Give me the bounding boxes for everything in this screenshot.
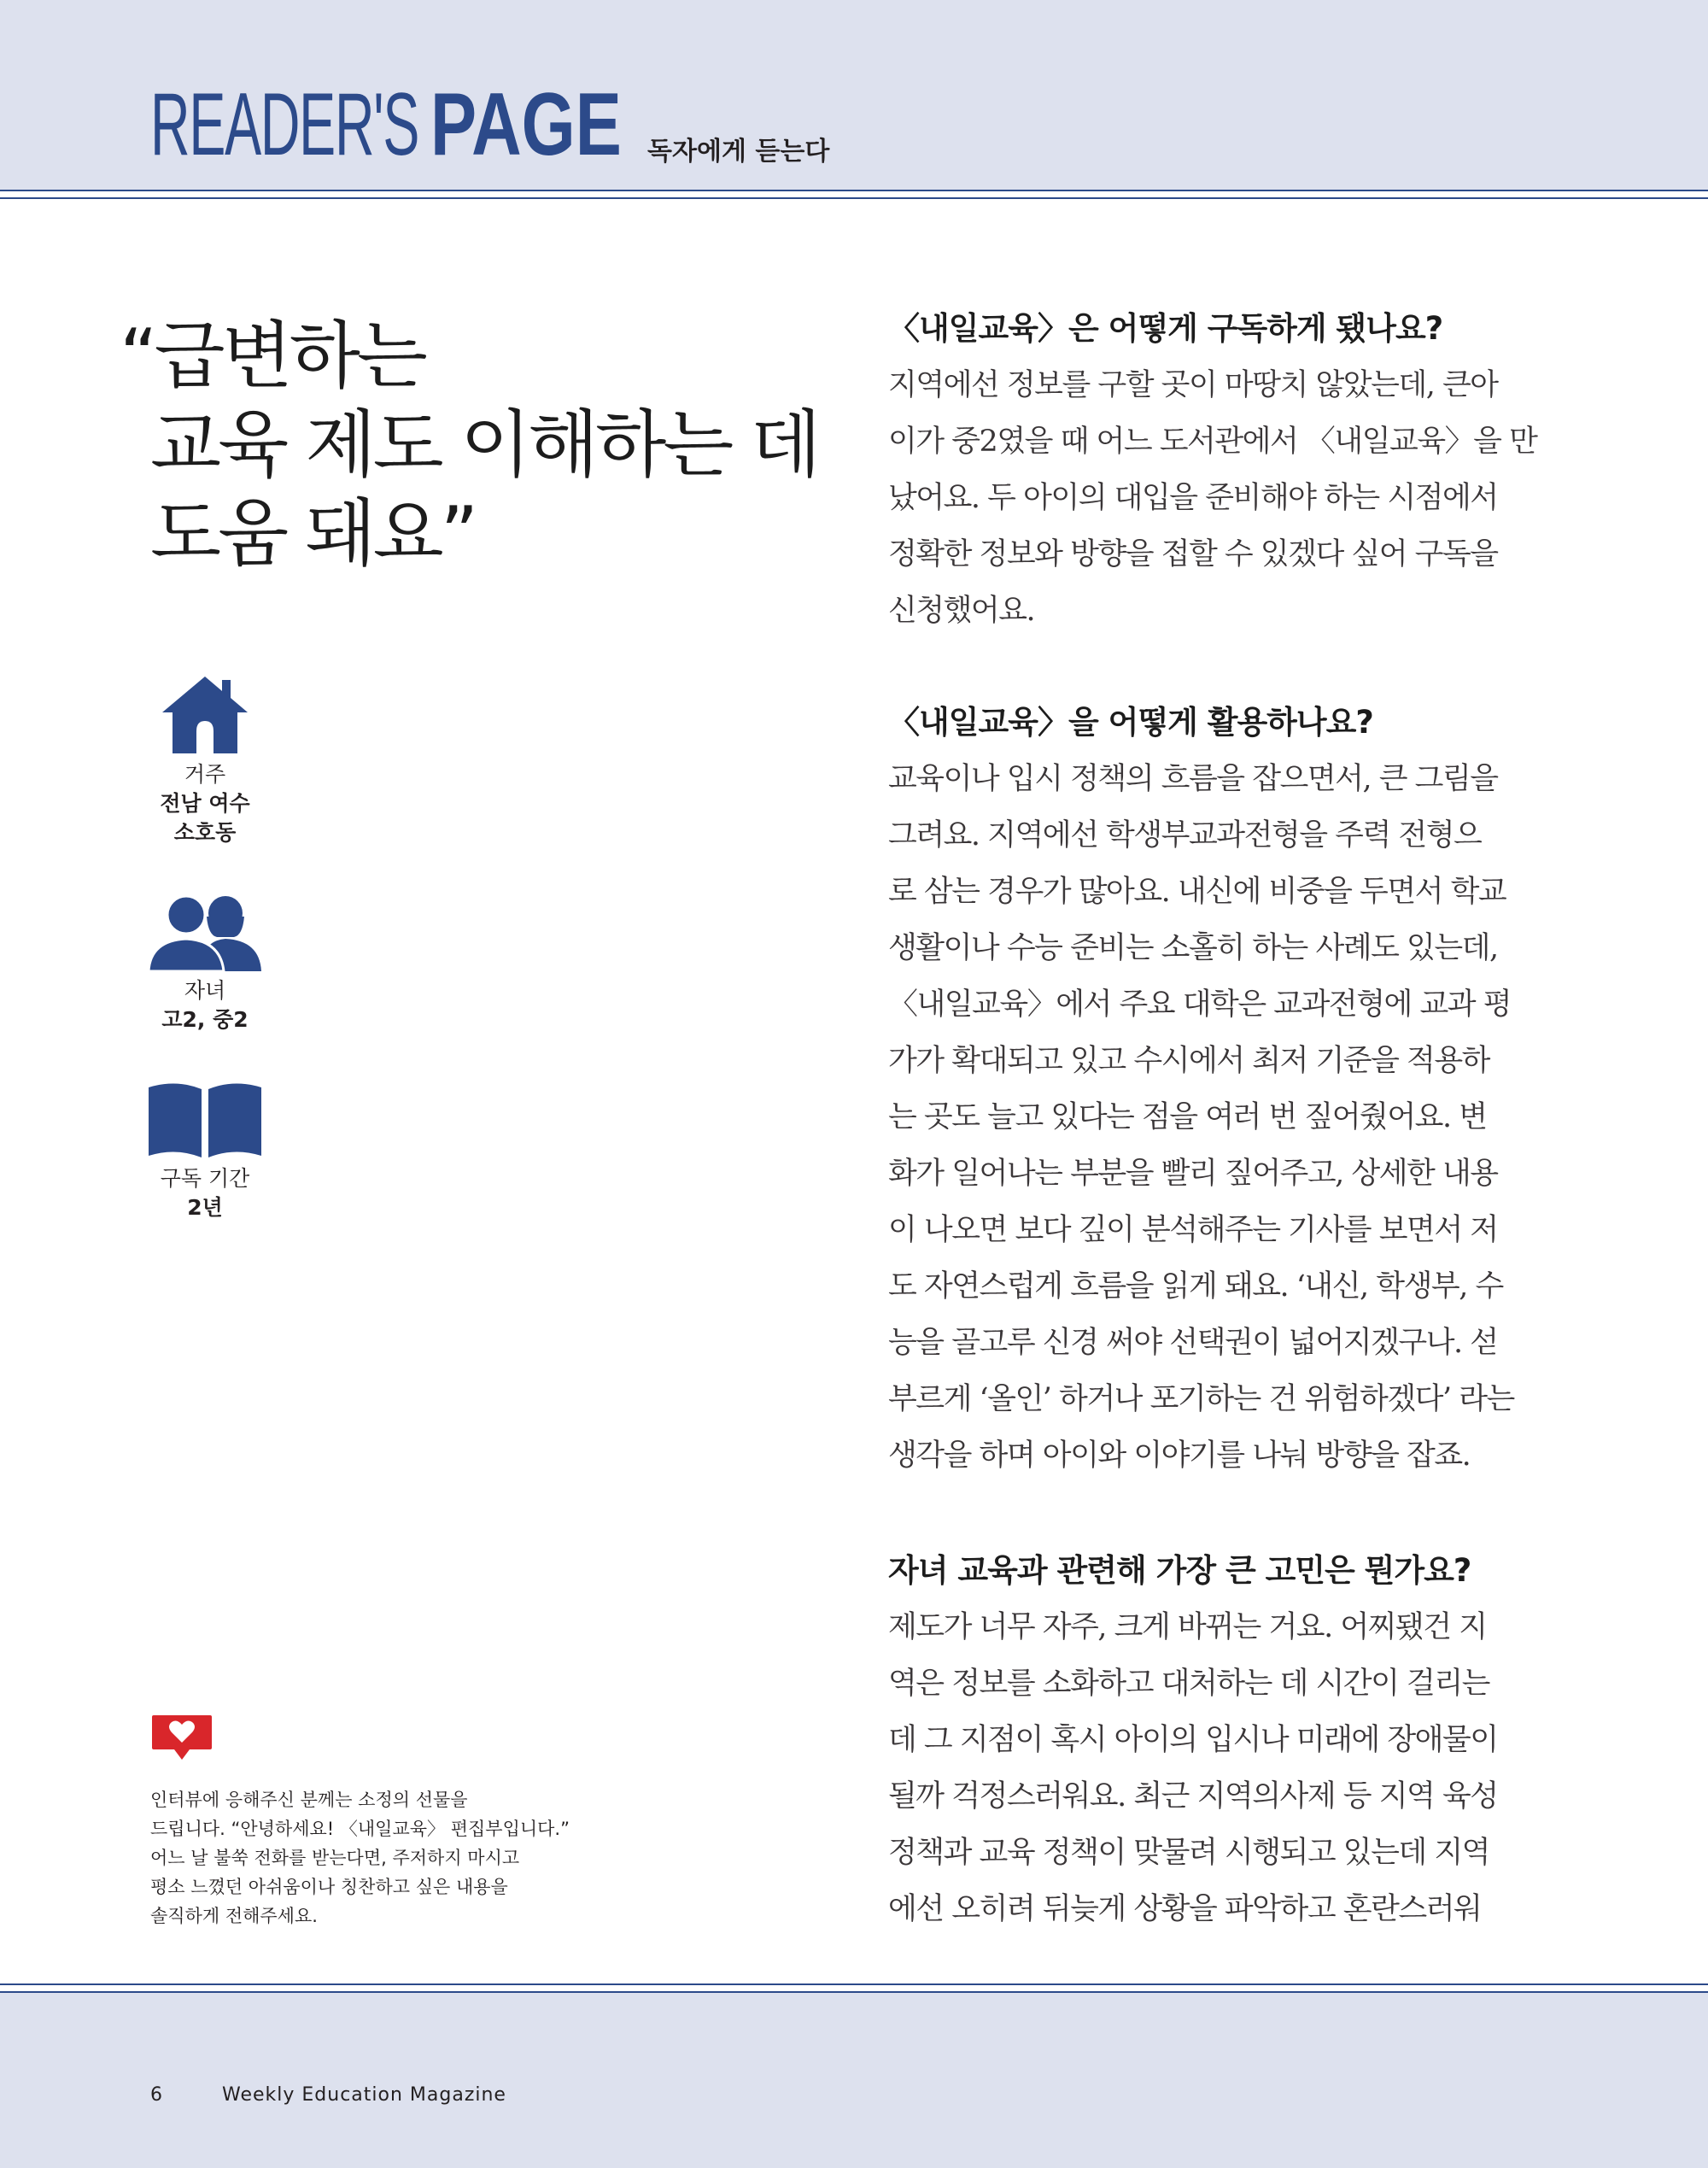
answer-line: 에선 오히려 뒤늦게 상황을 파악하고 혼란스러워 (888, 1892, 1482, 1926)
brand-logo (150, 75, 622, 174)
answer-line: 신청했어요. (888, 594, 1035, 628)
answer-line: 생각을 하며 아이와 이야기를 나눠 방향을 잡죠. (888, 1438, 1471, 1473)
page-number: 6 (150, 2084, 162, 2106)
profile-label: 거주 (184, 762, 226, 787)
interview-note (150, 1785, 594, 1931)
section-subtitle: 독자에게 듣는다 (647, 137, 830, 167)
brand-reader: READER'S (150, 75, 419, 174)
headline (120, 312, 863, 578)
profile-label: 구독 기간 (160, 1166, 250, 1191)
brand-page: PAGE (430, 75, 622, 174)
note-line: 어느 날 불쑥 전화를 받는다면, 주저하지 마시고 (150, 1848, 520, 1868)
answer-line: 정책과 교육 정책이 맞물려 시행되고 있는데 지역 (888, 1836, 1489, 1870)
answer-line: 능을 골고루 신경 써야 선택권이 넓어지겠구나. 섣 (888, 1326, 1498, 1360)
heart-speech-icon (150, 1714, 214, 1761)
question: 〈내일교육〉을 어떻게 활용하나요? (888, 704, 1373, 741)
answer-line: 가가 확대되고 있고 수시에서 최저 기준을 적용하 (888, 1044, 1489, 1078)
answer-line: 났어요. 두 아이의 대입을 준비해야 하는 시점에서 (888, 481, 1498, 515)
answer (888, 1599, 1537, 1937)
note-line: 평소 느꼈던 아쉬움이나 칭찬하고 싶은 내용을 (150, 1877, 508, 1897)
answer-line: 제도가 너무 자주, 크게 바뀌는 거요. 어찌됐건 지 (888, 1610, 1487, 1644)
people-icon (147, 893, 263, 971)
answer-line: 도 자연스럽게 흐름을 읽게 돼요. ‘내신, 학생부, 수 (888, 1269, 1503, 1304)
headline-line: 교육 제도 이해하는 데 (150, 402, 818, 488)
header-rule (0, 190, 1708, 191)
qa-block-3 (888, 1543, 1537, 1937)
footer-rule-2 (0, 1991, 1708, 1993)
answer-line: 생활이나 수능 준비는 소홀히 하는 사례도 있는데, (888, 931, 1498, 965)
answer (888, 357, 1537, 639)
note-line: 솔직하게 전해주세요. (150, 1906, 318, 1926)
profile-residence (137, 675, 273, 847)
footer-rule (0, 1983, 1708, 1985)
headline-line: 도움 돼요” (150, 491, 476, 577)
profile-value: 고2, 중2 (161, 1007, 249, 1032)
answer-line: 화가 일어나는 부분을 빨리 짚어주고, 상세한 내용 (888, 1157, 1498, 1191)
answer (888, 751, 1537, 1484)
answer-line: 데 그 지점이 혹시 아이의 입시나 미래에 장애물이 (888, 1723, 1498, 1757)
answer-line: 〈내일교육〉에서 주요 대학은 교과전형에 교과 평 (888, 987, 1512, 1022)
profile-value: 전남 여수 (160, 791, 250, 816)
house-icon (161, 675, 249, 755)
answer-line: 부르게 ‘올인’ 하거나 포기하는 건 위험하겠다’ 라는 (888, 1382, 1514, 1416)
answer-line: 지역에선 정보를 구할 곳이 마땅치 않았는데, 큰아 (888, 368, 1498, 402)
answer-line: 그려요. 지역에선 학생부교과전형을 주력 전형으 (888, 818, 1482, 853)
note-line: 드립니다. “안녕하세요! 〈내일교육〉 편집부입니다.” (150, 1819, 570, 1839)
header-rule-2 (0, 197, 1708, 199)
answer-line: 이가 중2였을 때 어느 도서관에서 〈내일교육〉을 만 (888, 425, 1537, 459)
answer-line: 역은 정보를 소화하고 대처하는 데 시간이 걸리는 (888, 1667, 1489, 1701)
profile-label: 자녀 (184, 978, 226, 1003)
profile-value: 소호동 (173, 820, 237, 845)
answer-line: 될까 걱정스러워요. 최근 지역의사제 등 지역 육성 (888, 1779, 1498, 1814)
headline-line: “급변하는 (120, 313, 424, 399)
qa-block-1 (888, 301, 1537, 639)
answer-line: 교육이나 입시 정책의 흐름을 잡으면서, 큰 그림을 (888, 762, 1498, 796)
question: 〈내일교육〉은 어떻게 구독하게 됐나요? (888, 310, 1443, 347)
answer-line: 로 삼는 경우가 많아요. 내신에 비중을 두면서 학교 (888, 875, 1506, 909)
answer-line: 는 곳도 늘고 있다는 점을 여러 번 짚어줬어요. 변 (888, 1100, 1487, 1134)
qa-block-2 (888, 694, 1537, 1484)
footer-band (0, 1992, 1708, 2168)
question: 자녀 교육과 관련해 가장 큰 고민은 뭔가요? (888, 1552, 1471, 1589)
profile-children (137, 893, 273, 1034)
profile-value: 2년 (187, 1195, 223, 1220)
magazine-name: Weekly Education Magazine (222, 2084, 506, 2106)
answer-line: 이 나오면 보다 깊이 분석해주는 기사를 보면서 저 (888, 1213, 1498, 1247)
profile-subscription (137, 1081, 273, 1222)
book-icon (147, 1081, 263, 1159)
answer-line: 정확한 정보와 방향을 접할 수 있겠다 싶어 구독을 (888, 537, 1498, 571)
note-line: 인터뷰에 응해주신 분께는 소정의 선물을 (150, 1790, 468, 1810)
